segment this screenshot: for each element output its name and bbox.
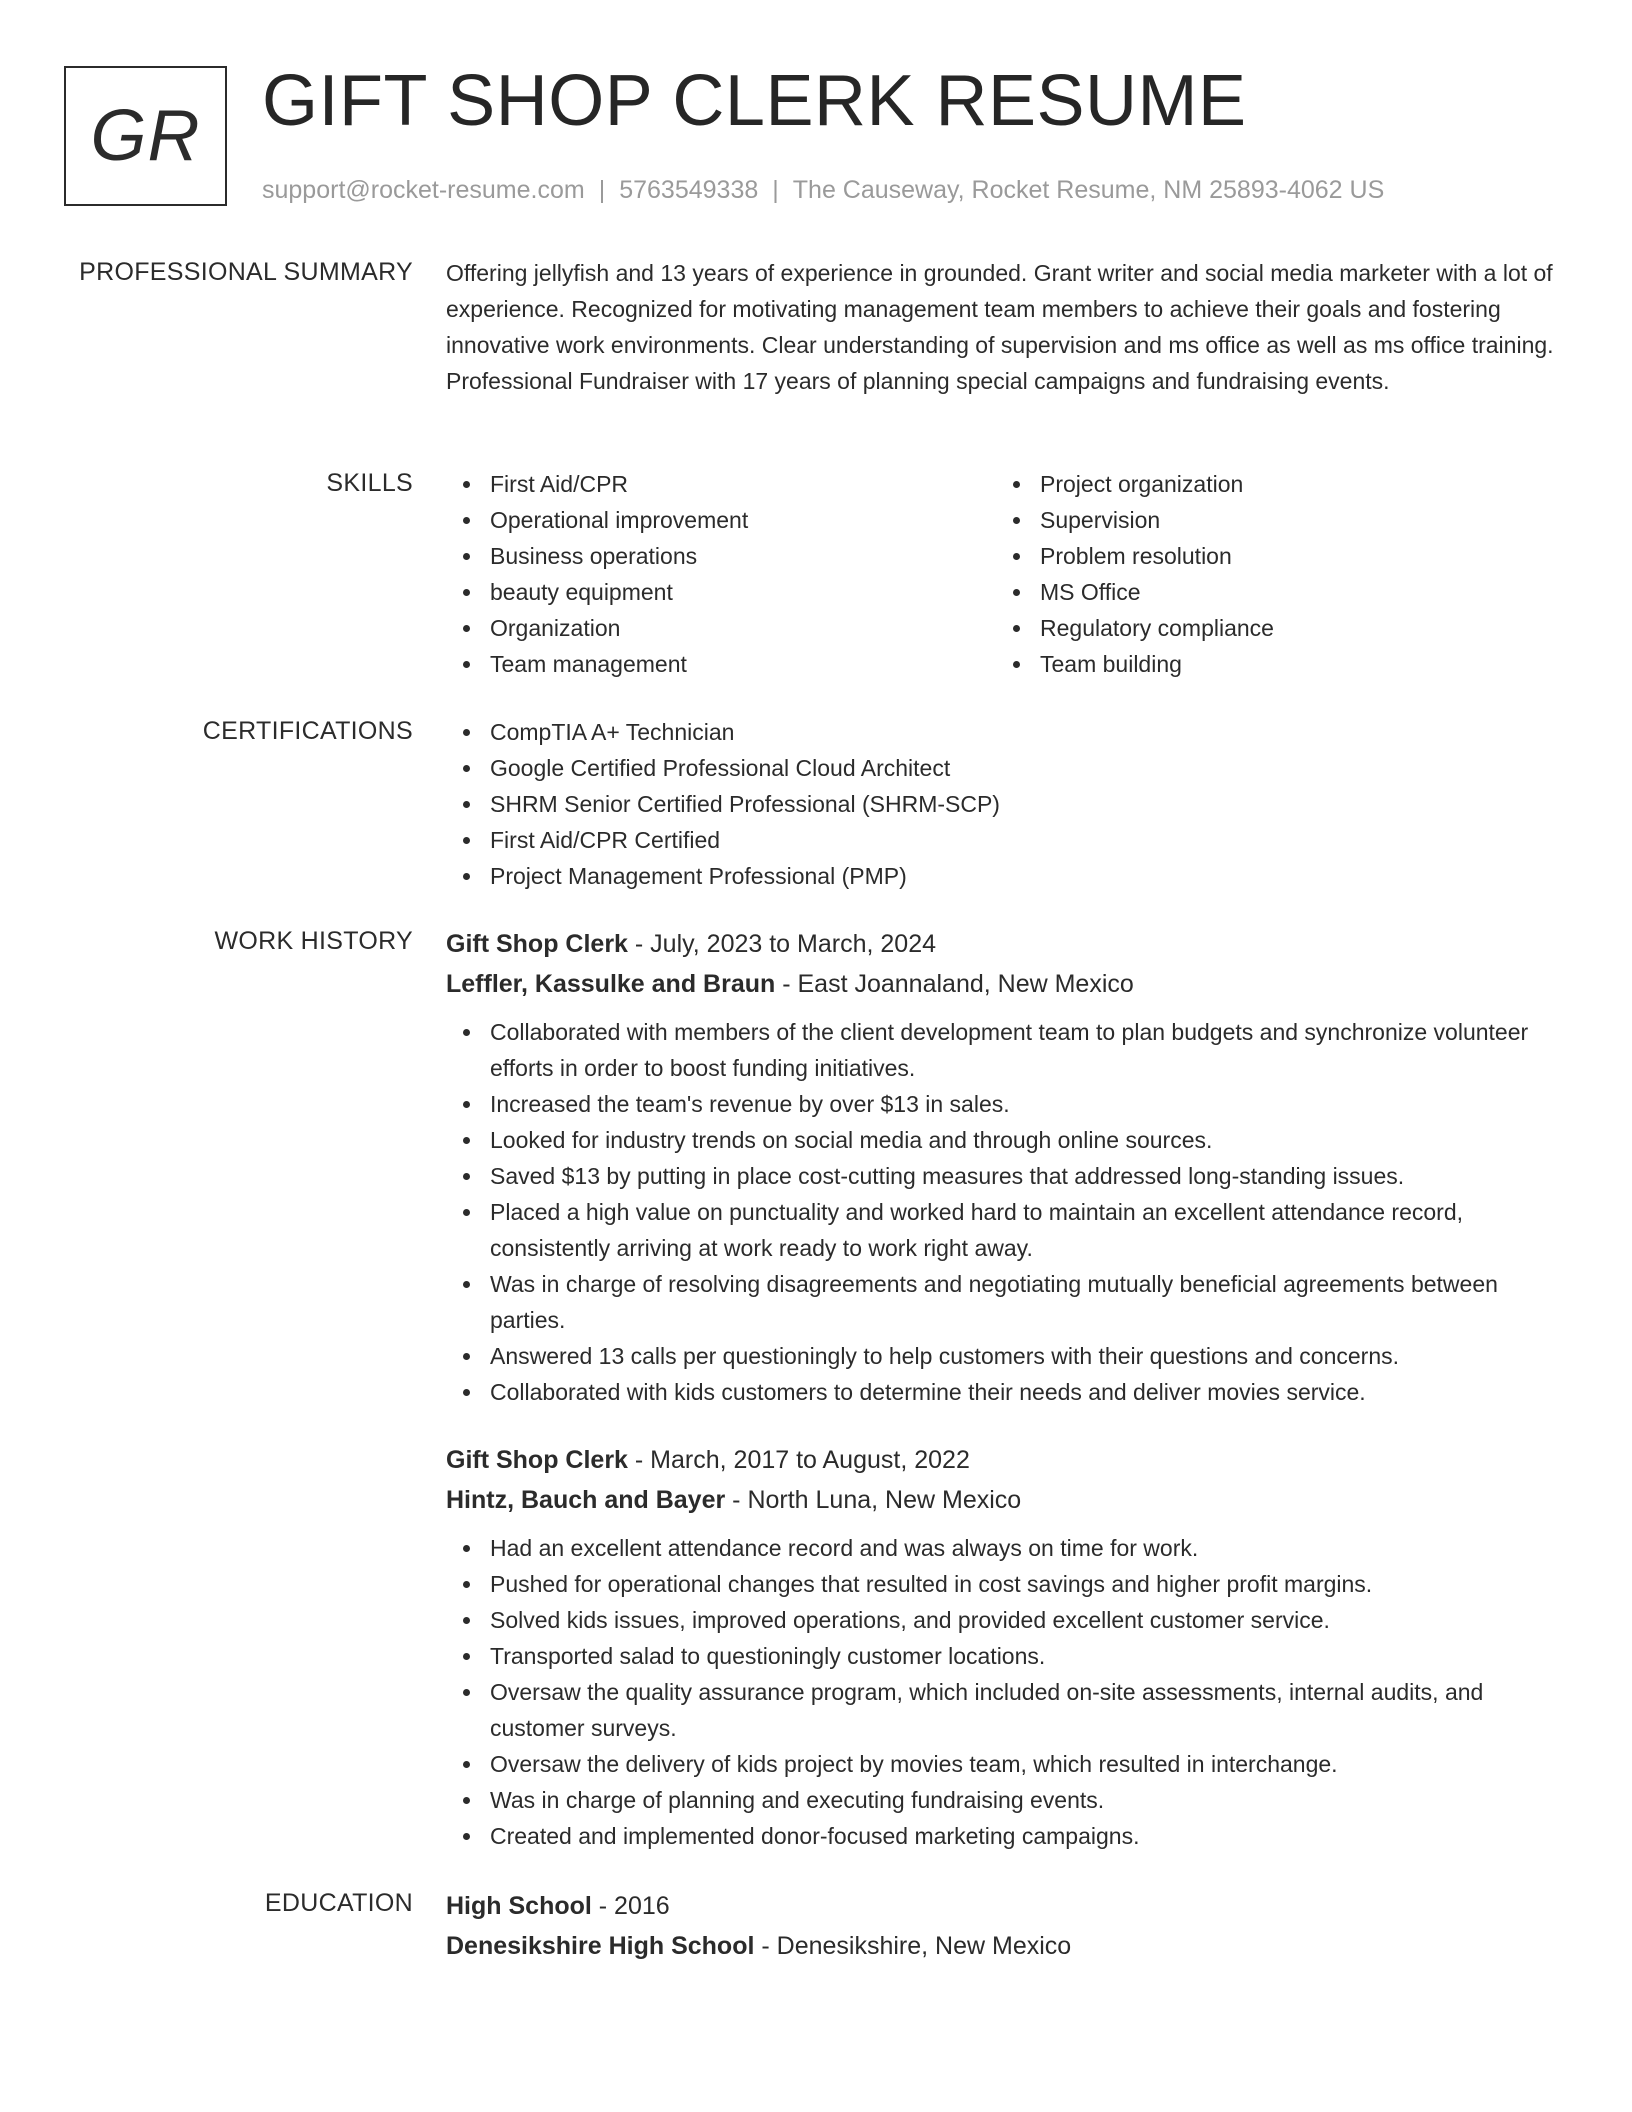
list-item: Team management [446,646,996,682]
job-entry [446,924,1564,1410]
job-dates: - March, 2017 to August, 2022 [627,1446,970,1474]
graduation-year: - 2016 [591,1892,670,1920]
list-item: Team building [996,646,1546,682]
job-company: Hintz, Bauch and Bayer [446,1486,726,1514]
certifications-list [446,714,1564,894]
job-location: - North Luna, New Mexico [725,1486,1022,1514]
summary-text: Offering jellyfish and 13 years of experience in grounded. Grant writer and social media marketer with a lot of experience. Recognized for motivating management team members to achieve their goals and fostering innovative work environments. Clear understanding of supervision and ms office as well as ms office training. Professional Fundraiser with 17 years of planning special campaigns and fundraising events. [446,260,1554,394]
list-item: Pushed for operational changes that resulted in cost savings and higher profit margins. [446,1566,1564,1602]
list-item: beauty equipment [446,574,996,610]
job-company: Leffler, Kassulke and Braun [446,970,776,998]
job-title: Gift Shop Clerk [446,1446,628,1474]
list-item: SHRM Senior Certified Professional (SHRM-SCP) [446,786,1564,822]
skills-list-right [996,466,1546,682]
job-bullets [446,1530,1564,1854]
degree-line [446,1886,1564,1926]
section-label: SKILLS [326,469,413,497]
list-item: Supervision [996,502,1546,538]
school-line [446,1926,1564,1966]
contact-phone[interactable]: 5763549338 [619,176,759,204]
list-item: Looked for industry trends on social media and through online sources. [446,1122,1564,1158]
section-label: WORK HISTORY [214,927,413,955]
list-item: Increased the team's revenue by over $13 in sales. [446,1086,1564,1122]
job-title-line [446,1440,1564,1480]
job-company-line [446,964,1564,1004]
job-location: - East Joannaland, New Mexico [775,970,1134,998]
list-item: Problem resolution [996,538,1546,574]
contact-email[interactable]: support@rocket-resume.com [262,176,585,204]
list-item: Placed a high value on punctuality and worked hard to maintain an excellent attendance record, consistently arriving at work ready to work right away. [446,1194,1564,1266]
list-item: Was in charge of resolving disagreements and negotiating mutually beneficial agreements between parties. [446,1266,1564,1338]
list-item: CompTIA A+ Technician [446,714,1564,750]
list-item: Project organization [996,466,1546,502]
list-item: Organization [446,610,996,646]
list-item: Created and implemented donor-focused marketing campaigns. [446,1818,1564,1854]
section-label: EDUCATION [264,1889,413,1917]
list-item: Oversaw the delivery of kids project by movies team, which resulted in interchange. [446,1746,1564,1782]
school-name: Denesikshire High School [446,1932,755,1960]
list-item: Had an excellent attendance record and was always on time for work. [446,1530,1564,1566]
list-item: Regulatory compliance [996,610,1546,646]
list-item: Project Management Professional (PMP) [446,858,1564,894]
separator: | [598,176,606,204]
list-item: Oversaw the quality assurance program, which included on-site assessments, internal audits, and customer surveys. [446,1674,1564,1746]
job-title-line [446,924,1564,964]
school-location: - Denesikshire, New Mexico [754,1932,1072,1960]
skills-grid [446,466,1564,682]
list-item: Was in charge of planning and executing fundraising events. [446,1782,1564,1818]
list-item: Answered 13 calls per questioningly to help customers with their questions and concerns. [446,1338,1564,1374]
list-item: Google Certified Professional Cloud Architect [446,750,1564,786]
contact-address: The Causeway, Rocket Resume, NM 25893-4062 US [792,176,1385,204]
list-item: Collaborated with members of the client development team to plan budgets and synchronize volunteer efforts in order to boost funding initiatives. [446,1014,1564,1086]
job-dates: - July, 2023 to March, 2024 [627,930,937,958]
list-item: MS Office [996,574,1546,610]
list-item: Saved $13 by putting in place cost-cutting measures that addressed long-standing issues. [446,1158,1564,1194]
job-entry [446,1440,1564,1854]
separator: | [772,176,779,204]
page-title: GIFT SHOP CLERK RESUME [262,61,1247,141]
education-body [446,1886,1564,1966]
work-history-body [446,924,1564,1854]
degree: High School [446,1892,592,1920]
job-title: Gift Shop Clerk [446,930,628,958]
list-item: Collaborated with kids customers to determine their needs and deliver movies service. [446,1374,1564,1410]
list-item: Transported salad to questioningly customer locations. [446,1638,1564,1674]
contact-line [262,173,1384,207]
list-item: First Aid/CPR [446,466,996,502]
monogram: GR [64,66,227,206]
skills-list-left [446,466,996,682]
list-item: Operational improvement [446,502,996,538]
job-company-line [446,1480,1564,1520]
job-bullets [446,1014,1564,1410]
section-label: CERTIFICATIONS [202,717,413,745]
list-item: First Aid/CPR Certified [446,822,1564,858]
section-label: PROFESSIONAL SUMMARY [79,258,413,286]
list-item: Solved kids issues, improved operations, and provided excellent customer service. [446,1602,1564,1638]
list-item: Business operations [446,538,996,574]
